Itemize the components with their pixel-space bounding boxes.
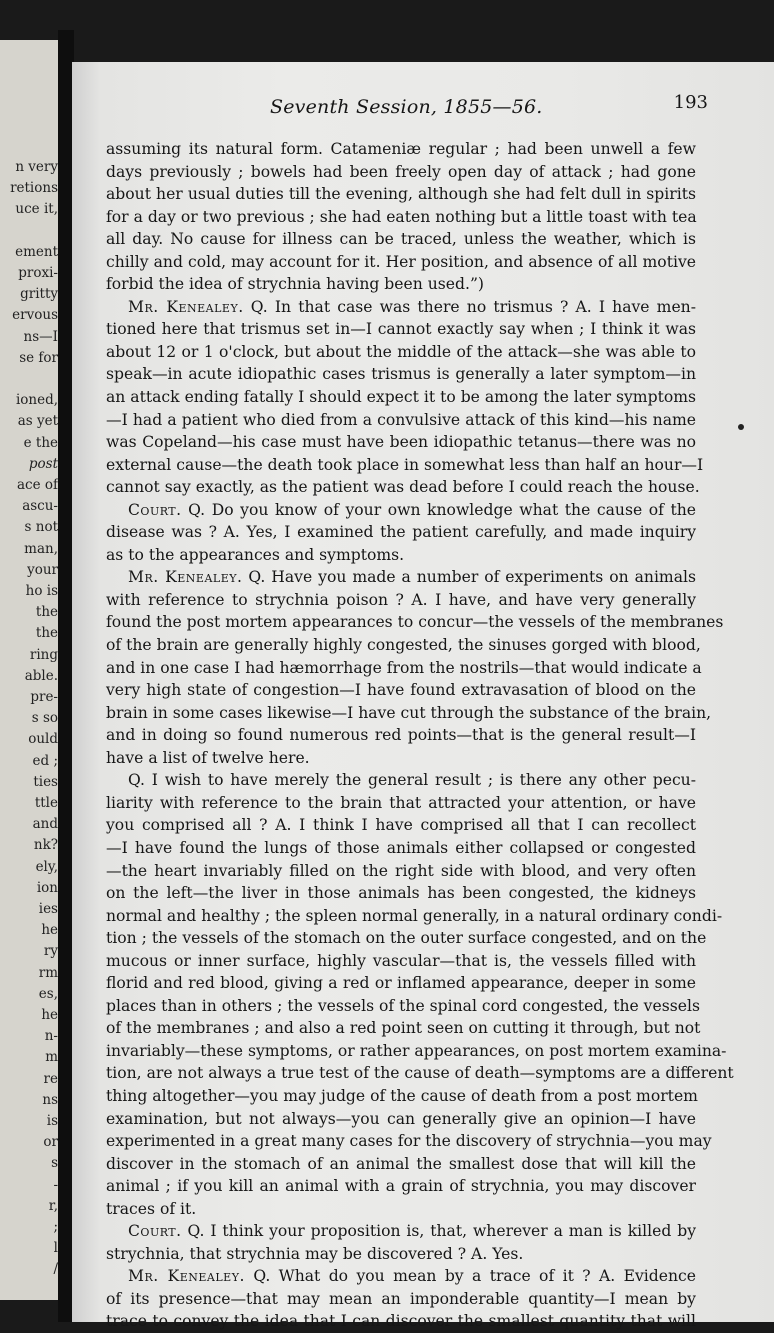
facing-page-fragment: ely, [35, 858, 58, 875]
text-line [106, 1130, 712, 1153]
line-text: florid and red blood, giving a red or inflamed appearance, deeper in some [106, 974, 696, 993]
facing-page-fragment: l [53, 1240, 58, 1257]
line-text: traces of it. [106, 1199, 197, 1218]
facing-page-fragment: post [28, 455, 58, 472]
text-line [106, 1085, 696, 1108]
facing-page-fragment: es, [38, 985, 58, 1002]
line-text: chilly and cold, may account for it. Her position, and absence of all motive [106, 252, 696, 271]
running-header: Seventh Session, 1855—56. [270, 96, 543, 118]
line-text: Q. Do you know of your own knowledge what the cause of the [181, 500, 696, 519]
page-body [106, 138, 734, 1333]
text-line [106, 1017, 701, 1040]
facing-page-fragment: nk? [33, 837, 58, 854]
line-text: forbid the idea of strychnia having been used.”) [106, 275, 485, 294]
facing-page-fragment: re [43, 1070, 58, 1087]
facing-page-fragment: ioned, [15, 392, 58, 409]
text-line [106, 1062, 734, 1085]
facing-page-fragment: ns [42, 1091, 58, 1108]
text-line [106, 747, 696, 770]
text-line [106, 228, 696, 251]
line-text: animal ; if you kill an animal with a grain of strychnia, you may discover [106, 1177, 696, 1196]
text-line [106, 499, 696, 522]
text-line [106, 341, 696, 364]
text-line [106, 611, 724, 634]
line-text: and in doing so found numerous red points—that is the general result—I [106, 726, 696, 745]
text-line [106, 972, 696, 995]
line-text: you comprised all ? A. I think I have comprised all that I can recollect [106, 816, 696, 835]
line-text: mucous or inner surface, highly vascular—that is, the vessels filled with [106, 951, 696, 970]
line-text: was Copeland—his case must have been idiopathic tetanus—there was no [106, 433, 696, 452]
speaker-label: Mr. Kenealey. [128, 568, 243, 587]
line-text: an attack ending fatally I should expect it to be among the later symptoms [106, 388, 697, 407]
text-line [106, 431, 696, 454]
facing-page-fragment: he [41, 922, 58, 939]
facing-page-fragment: ho is [25, 583, 58, 599]
facing-page-fragment: ould [28, 731, 58, 748]
line-text: —I had a patient who died from a convulsive attack of this kind—his name [106, 410, 696, 429]
line-text: all day. No cause for illness can be traced, unless the weather, which is [106, 230, 696, 249]
line-text: speak—in acute idiopathic cases trismus is generally a later symptom—in [106, 365, 696, 384]
facing-page-fragment: ement [15, 243, 58, 260]
line-text: tion ; the vessels of the stomach on the outer surface congested, and on the [106, 929, 707, 948]
line-text: liarity with reference to the brain that attracted your attention, or have [106, 793, 696, 812]
line-text: thing altogether—you may judge of the cause of death from a post mortem [106, 1086, 698, 1105]
line-text: discover in the stomach of an animal the smallest dose that will kill the [106, 1154, 696, 1173]
line-text: brain in some cases likewise—I have cut through the substance of the brain, [106, 703, 712, 722]
line-text: —the heart invariably filled on the right side with blood, and very often [106, 861, 696, 880]
text-line [106, 1108, 696, 1131]
line-text: Q. Have you made a number of experiments on animals [242, 568, 696, 587]
text-line [106, 814, 696, 837]
line-text: external cause—the death took place in somewhat less than half an hour—I [106, 455, 704, 474]
line-text: experimented in a great many cases for the discovery of strychnia—you may [106, 1132, 712, 1151]
line-text: days previously ; bowels had been freely open day of attack ; had gone [106, 162, 696, 181]
text-line [106, 950, 696, 973]
facing-page-fragment: ed ; [32, 752, 58, 769]
line-text: tion, are not always a true test of the cause of death—symptoms are a different [106, 1064, 734, 1083]
text-line [106, 837, 696, 860]
line-text: tioned here that trismus set in—I cannot exactly say when ; I think it was [106, 320, 696, 339]
speaker-label: Mr. Kenealey. [128, 297, 244, 316]
speaker-label: Court. [128, 500, 182, 519]
line-text: Q. I think your proposition is, that, wherever a man is killed by [181, 1222, 696, 1241]
line-text: Q. What do you mean by a trace of it ? A. Evidence [244, 1267, 696, 1286]
line-text: have a list of twelve here. [106, 748, 310, 767]
text-line [106, 657, 702, 680]
facing-page-fragment: se for [19, 349, 58, 366]
text-line [106, 882, 696, 905]
line-text: cannot say exactly, as the patient was dead before I could reach the house. [106, 478, 700, 497]
line-text: of its presence—that may mean an imponderable quantity—I mean by [106, 1289, 696, 1308]
text-line [106, 905, 723, 928]
facing-page-fragment: s [51, 1155, 58, 1172]
facing-page-fragment: ry [43, 943, 58, 960]
facing-page-fragment: - [53, 1176, 58, 1193]
facing-page-fragment: and [32, 816, 58, 833]
facing-page-fragment: e the [23, 434, 58, 451]
facing-page-fragment: n very [15, 159, 58, 175]
facing-page-fragment: ttle [34, 795, 58, 811]
facing-page-fragment: man, [24, 540, 58, 557]
text-line [106, 138, 696, 161]
facing-page-fragment: ion [36, 879, 58, 896]
line-text: about 12 or 1 o'clock, but about the middle of the attack—she was able to [106, 342, 696, 361]
text-line [106, 589, 696, 612]
text-line [106, 1265, 696, 1288]
facing-page-fragment: proxi- [18, 265, 58, 281]
text-line [106, 183, 696, 206]
text-line [106, 927, 707, 950]
line-text: Q. I wish to have merely the general result ; is there any other pecu- [128, 771, 696, 790]
text-line [106, 161, 696, 184]
facing-page-fragment: ties [33, 773, 58, 790]
text-line [106, 386, 696, 409]
facing-page-fragment: s so [31, 710, 58, 727]
facing-page-fragment: / [53, 1261, 58, 1278]
line-text: Q. In that case was there no trismus ? A. I have men- [243, 297, 696, 316]
text-line [106, 1220, 696, 1243]
line-text: of the brain are generally highly congested, the sinuses gorged with blood, [106, 636, 701, 655]
line-text: very high state of congestion—I have found extravasation of blood on the [106, 681, 696, 700]
line-text: on the left—the liver in those animals has been congested, the kidneys [106, 884, 696, 903]
text-line [106, 1040, 727, 1063]
facing-page-fragment: ; [53, 1219, 58, 1235]
line-text: —I have found the lungs of those animals either collapsed or congested [106, 838, 696, 857]
text-line [106, 521, 696, 544]
line-text: for a day or two previous ; she had eaten nothing but a little toast with tea [106, 207, 697, 226]
text-line [106, 1198, 696, 1221]
facing-page-fragment: the [35, 604, 58, 621]
text-line [106, 702, 712, 725]
line-text: as to the appearances and symptoms. [106, 545, 405, 564]
ink-spot [738, 424, 744, 430]
text-line [106, 251, 696, 274]
text-line [106, 206, 696, 229]
text-line [106, 363, 696, 386]
text-line [106, 318, 696, 341]
facing-page-fragment: r, [48, 1197, 58, 1214]
text-line [106, 273, 696, 296]
facing-page-fragment: or [43, 1134, 58, 1151]
facing-page-fragment: he [41, 1007, 58, 1023]
text-line [106, 724, 696, 747]
facing-page-fragment: ervous [12, 307, 58, 324]
line-text: of the membranes ; and also a red point seen on cutting it through, but not [106, 1019, 701, 1038]
line-text: strychnia, that strychnia may be discovered ? A. Yes. [106, 1244, 524, 1263]
text-line [106, 860, 696, 883]
facing-page-fragment: uce it, [15, 201, 58, 218]
text-line [106, 454, 704, 477]
facing-page-fragment: is [46, 1113, 58, 1129]
text-line [106, 296, 696, 319]
speaker-label: Mr. Kenealey. [128, 1267, 245, 1286]
line-text: examination, but not always—you can generally give an opinion—I have [106, 1109, 696, 1128]
facing-page-fragment: ies [38, 901, 58, 917]
facing-page-fragment: ascu- [22, 498, 58, 515]
facing-page-fragment: ns—I [23, 328, 58, 345]
text-line [106, 476, 700, 499]
line-text: invariably—these symptoms, or rather appearances, on post mortem examina- [106, 1041, 727, 1060]
text-line [106, 1153, 696, 1176]
text-line [106, 1243, 696, 1266]
facing-page-fragment: gritty [20, 286, 58, 303]
line-text: found the post mortem appearances to concur—the vessels of the membranes [106, 613, 724, 632]
text-line [106, 1288, 696, 1311]
facing-page-fragment: able. [24, 667, 58, 684]
line-text: normal and healthy ; the spleen normal generally, in a natural ordinary condi- [106, 906, 723, 925]
line-text: places than in others ; the vessels of the spinal cord congested, the vessels [106, 996, 700, 1015]
facing-page-fragment: rm [38, 964, 58, 981]
text-line [106, 792, 696, 815]
text-line [106, 566, 696, 589]
line-text: and in one case I had hæmorrhage from the nostrils—that would indicate a [106, 658, 702, 677]
facing-page-fragment: retions [10, 180, 58, 197]
facing-page-fragment: s not [24, 519, 58, 536]
facing-page-fragment: ace of [16, 477, 58, 493]
line-text: about her usual duties till the evening, although she had felt dull in spirits [106, 185, 696, 204]
facing-page-fragment: your [27, 561, 58, 578]
facing-page-fragment: ring [29, 646, 58, 663]
text-line [106, 769, 696, 792]
facing-page-fragment: n- [44, 1028, 58, 1045]
text-line [106, 679, 696, 702]
line-text: trace to convey the idea that I can discover the smallest quantity that will [106, 1312, 696, 1331]
facing-page-fragment: pre- [30, 689, 58, 705]
page-number: 193 [673, 92, 708, 113]
text-line [106, 544, 696, 567]
line-text: disease was ? A. Yes, I examined the patient carefully, and made inquiry [106, 523, 696, 542]
facing-page-edge [0, 40, 62, 1300]
facing-page-fragment: m [45, 1049, 58, 1066]
text-line [106, 995, 700, 1018]
line-text: assuming its natural form. Catameniæ regular ; had been unwell a few [106, 140, 696, 158]
line-text: with reference to strychnia poison ? A. I have, and have very generally [106, 590, 696, 609]
facing-page-fragment: the [35, 625, 58, 642]
text-line [106, 1175, 696, 1198]
text-line [106, 409, 696, 432]
facing-page-fragment: as yet [17, 413, 58, 430]
speaker-label: Court. [128, 1222, 182, 1241]
text-line [106, 634, 701, 657]
